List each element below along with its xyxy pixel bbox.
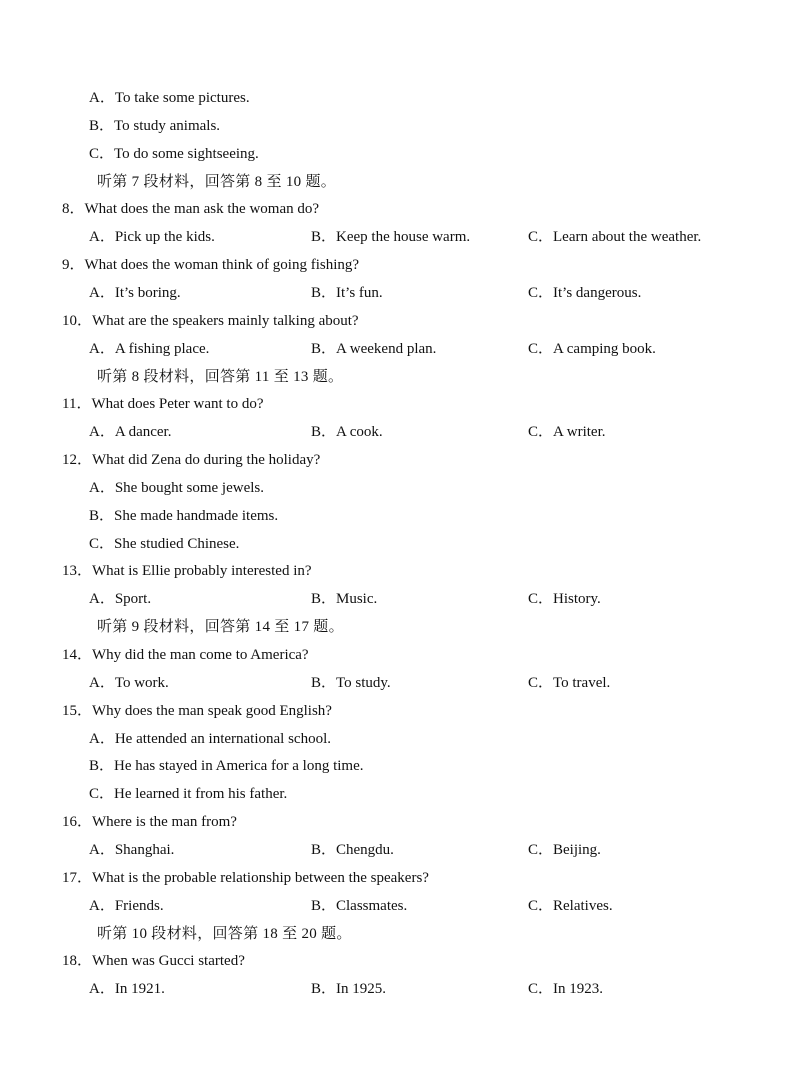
answer-option: B．Keep the house warm. [311,229,471,245]
answer-option: C．In 1923. [528,981,604,997]
answer-option: B．A weekend plan. [311,341,437,357]
section-instruction: 听第 10 段材料，回答第 18 至 20 题。 [97,926,352,942]
answer-option: B．A cook. [311,424,383,440]
answer-option: A．Friends. [89,898,164,914]
answer-option: C．A camping book. [528,341,656,357]
answer-option: A．She bought some jewels. [89,480,264,496]
answer-option: C．History. [528,591,601,607]
question-text: 11．What does Peter want to do? [62,396,264,412]
answer-option: A．Sport. [89,591,152,607]
question-text: 10．What are the speakers mainly talking about? [62,313,359,329]
answer-option: C．Beijing. [528,842,601,858]
question-text: 17．What is the probable relationship between the speakers? [62,870,429,886]
answer-option: C．To do some sightseeing. [89,146,259,162]
question-text: 15．Why does the man speak good English? [62,703,332,719]
section-instruction: 听第 7 段材料，回答第 8 至 10 题。 [97,174,337,190]
question-text: 9．What does the woman think of going fishing? [62,257,360,273]
question-text: 16．Where is the man from? [62,814,237,830]
answer-option: A．It’s boring. [89,285,181,301]
answer-option: B．To study. [311,675,391,691]
answer-option: A．To work. [89,675,169,691]
answer-option: C．A writer. [528,424,606,440]
question-text: 8．What does the man ask the woman do? [62,201,320,217]
question-text: 12．What did Zena do during the holiday? [62,452,321,468]
answer-option: A．Pick up the kids. [89,229,215,245]
answer-option: B．It’s fun. [311,285,383,301]
answer-option: B．Chengdu. [311,842,394,858]
answer-option: B．He has stayed in America for a long time. [89,758,364,774]
answer-option: C．She studied Chinese. [89,536,240,552]
answer-option: A．A dancer. [89,424,172,440]
question-text: 13．What is Ellie probably interested in? [62,563,312,579]
answer-option: C．It’s dangerous. [528,285,642,301]
section-instruction: 听第 9 段材料，回答第 14 至 17 题。 [97,619,344,635]
question-text: 18．When was Gucci started? [62,953,245,969]
question-text: 14．Why did the man come to America? [62,647,309,663]
answer-option: B．She made handmade items. [89,508,279,524]
answer-option: B．Music. [311,591,378,607]
section-instruction: 听第 8 段材料，回答第 11 至 13 题。 [97,369,344,385]
answer-option: B．In 1925. [311,981,387,997]
answer-option: C．To travel. [528,675,611,691]
answer-option: A．To take some pictures. [89,90,250,106]
answer-option: A．A fishing place. [89,341,210,357]
answer-option: C．Learn about the weather. [528,229,702,245]
answer-option: C．He learned it from his father. [89,786,288,802]
answer-option: A．In 1921. [89,981,165,997]
answer-option: B．Classmates. [311,898,408,914]
answer-option: A．He attended an international school. [89,731,332,747]
answer-option: B．To study animals. [89,118,221,134]
answer-option: C．Relatives. [528,898,613,914]
answer-option: A．Shanghai. [89,842,175,858]
